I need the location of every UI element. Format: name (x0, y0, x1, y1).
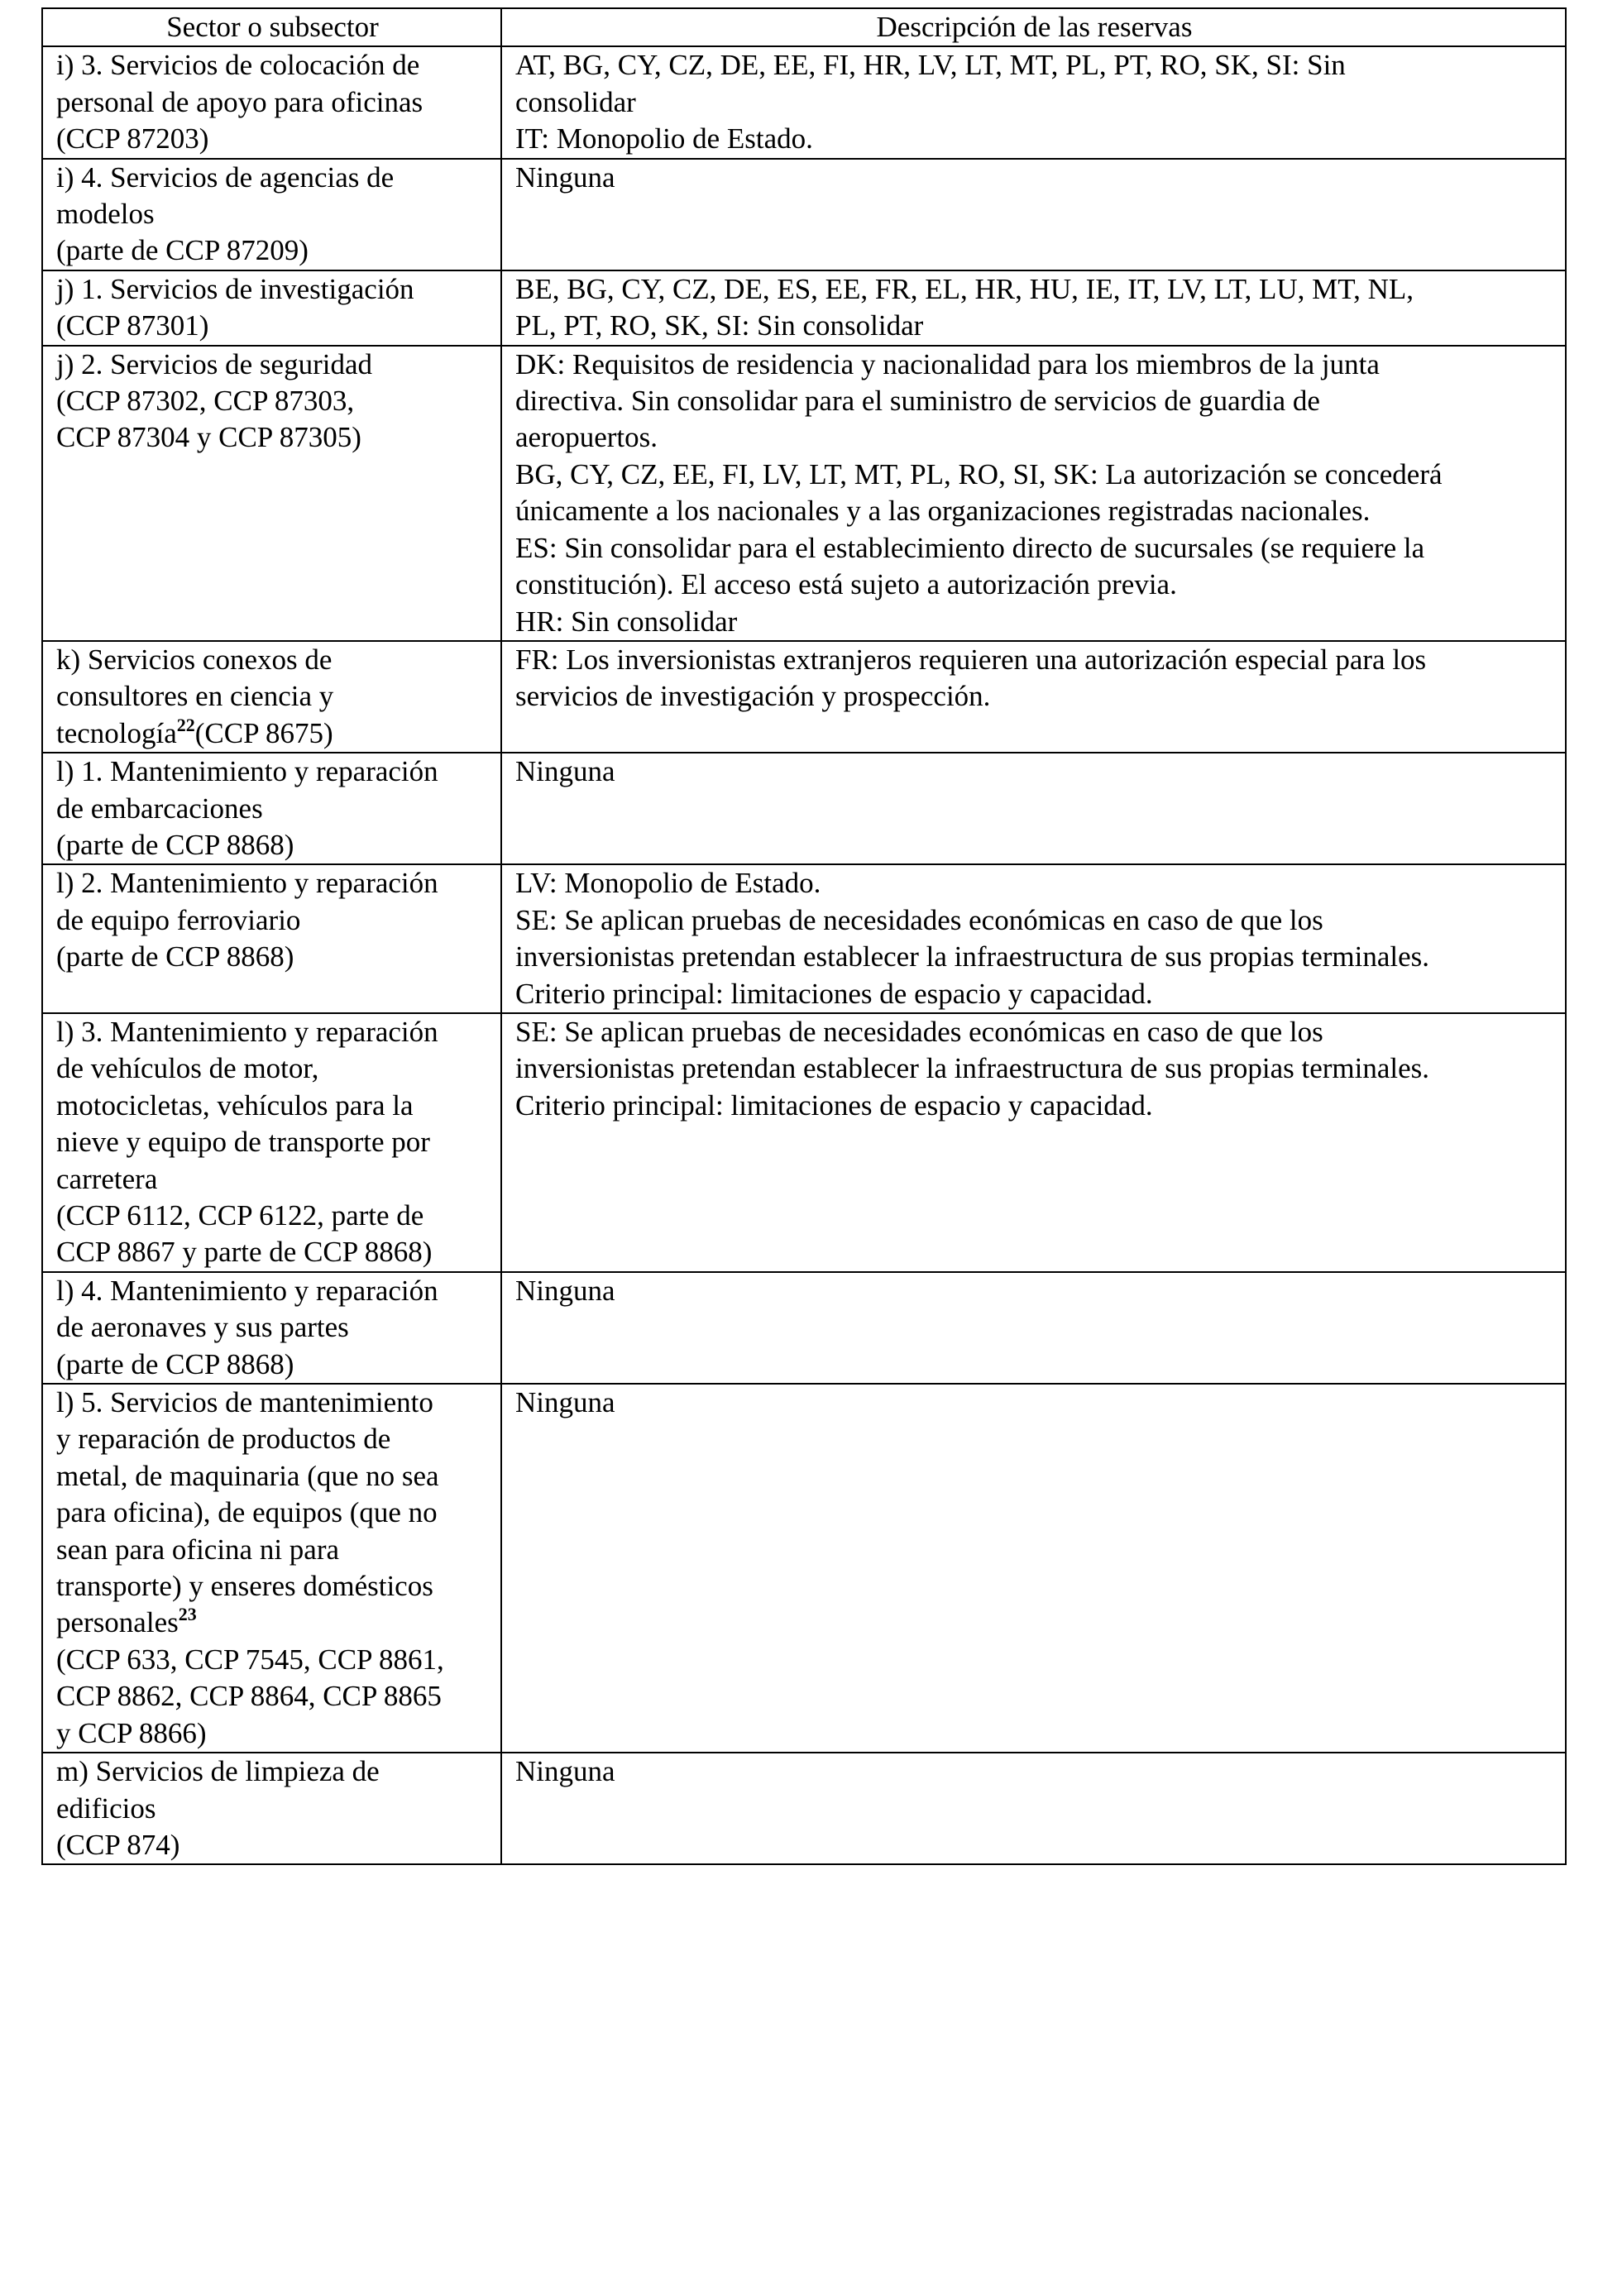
sector-text-line: (parte de CCP 8868) (56, 828, 294, 861)
table-row (42, 1384, 1566, 1753)
sector-text-line: sean para oficina ni para (56, 1533, 340, 1566)
description-cell (501, 1753, 1566, 1864)
footnote-reference[interactable]: 22 (176, 714, 195, 735)
table-row (42, 1753, 1566, 1864)
table-body (42, 46, 1566, 1864)
table-row (42, 46, 1566, 158)
sector-note-text: tecnología (56, 716, 177, 749)
sector-text-line: CCP 8862, CCP 8864, CCP 8865 (56, 1680, 442, 1713)
sector-cell (42, 159, 501, 270)
sector-text-line: (CCP 87203) (56, 122, 209, 155)
table-row (42, 641, 1566, 753)
sector-text-line: y reparación de productos de (56, 1423, 391, 1456)
sector-text-line: personal de apoyo para oficinas (56, 85, 423, 118)
sector-text-line: de aeronaves y sus partes (56, 1311, 349, 1344)
table-row (42, 159, 1566, 270)
sector-text-line: (CCP 87302, CCP 87303, (56, 385, 355, 418)
description-text-line: aeropuertos. (515, 421, 658, 454)
description-cell (501, 1272, 1566, 1384)
sector-text-line: (CCP 874) (56, 1828, 180, 1861)
description-text-line: Ninguna (515, 1755, 615, 1788)
sector-text-line: k) Servicios conexos de (56, 643, 333, 676)
description-text-line: Ninguna (515, 1274, 615, 1307)
description-cell (501, 753, 1566, 864)
column-header-description: Descripción de las reservas (501, 8, 1566, 46)
sector-cell (42, 46, 501, 158)
description-text-line: inversionistas pretendan establecer la infraestructura de sus propias terminales. (515, 1052, 1430, 1085)
sector-text-line: m) Servicios de limpieza de (56, 1755, 380, 1788)
table-row (42, 346, 1566, 641)
description-cell (501, 46, 1566, 158)
description-cell (501, 1384, 1566, 1753)
sector-cell (42, 1384, 501, 1753)
table-row (42, 1013, 1566, 1272)
sector-text-line: l) 5. Servicios de mantenimiento (56, 1386, 433, 1419)
sector-text-line: edificios (56, 1791, 156, 1825)
sector-text-line: CCP 8867 y parte de CCP 8868) (56, 1236, 433, 1269)
description-cell (501, 1013, 1566, 1272)
description-text-line: DK: Requisitos de residencia y nacionalidad para los miembros de la junta (515, 347, 1380, 380)
description-text-line: Criterio principal: limitaciones de espacio y capacidad. (515, 1088, 1153, 1122)
sector-text-line: j) 2. Servicios de seguridad (56, 347, 372, 380)
sector-text-line: i) 3. Servicios de colocación de (56, 49, 420, 82)
sector-text-line: carretera (56, 1162, 158, 1195)
description-text-line: Ninguna (515, 160, 615, 194)
sector-text-line: metal, de maquinaria (que no sea (56, 1459, 439, 1492)
sector-note-text: (CCP 8675) (194, 716, 333, 749)
sector-cell (42, 346, 501, 641)
sector-text-line: (CCP 87301) (56, 309, 209, 342)
description-text-line: BG, CY, CZ, EE, FI, LV, LT, MT, PL, RO, SI, SK: La autorización se concederá (515, 457, 1443, 490)
sector-text-line: i) 4. Servicios de agencias de (56, 160, 395, 194)
description-cell (501, 641, 1566, 753)
description-cell (501, 346, 1566, 641)
description-text-line: únicamente a los nacionales y a las organizaciones registradas nacionales. (515, 495, 1371, 528)
description-text-line: consolidar (515, 85, 636, 118)
description-text-line: FR: Los inversionistas extranjeros requieren una autorización especial para los (515, 643, 1427, 676)
sector-text-line: de vehículos de motor, (56, 1052, 319, 1085)
sector-text-line: j) 1. Servicios de investigación (56, 272, 414, 305)
sector-text-line: l) 1. Mantenimiento y reparación (56, 755, 438, 788)
description-text-line: Criterio principal: limitaciones de espacio y capacidad. (515, 977, 1153, 1010)
sector-text-line: (parte de CCP 87209) (56, 234, 309, 267)
sector-text-line: de equipo ferroviario (56, 903, 301, 936)
sector-cell (42, 753, 501, 864)
sector-cell (42, 641, 501, 753)
column-header-sector: Sector o subsector (42, 8, 501, 46)
sector-text-line (56, 715, 489, 752)
description-text-line: PL, PT, RO, SK, SI: Sin consolidar (515, 309, 924, 342)
description-text-line: LV: Monopolio de Estado. (515, 867, 821, 900)
sector-note-text: personales (56, 1606, 179, 1639)
description-cell (501, 270, 1566, 346)
sector-cell (42, 864, 501, 1013)
description-text-line: directiva. Sin consolidar para el suministro de servicios de guardia de (515, 385, 1320, 418)
sector-text-line: (CCP 633, CCP 7545, CCP 8861, (56, 1643, 444, 1676)
sector-text-line: (CCP 6112, CCP 6122, parte de (56, 1199, 424, 1232)
description-text-line: ES: Sin consolidar para el establecimiento directo de sucursales (se requiere la (515, 531, 1425, 564)
table-row (42, 1272, 1566, 1384)
sector-text-line: (parte de CCP 8868) (56, 940, 294, 973)
sector-text-line: modelos (56, 198, 155, 231)
description-text-line: inversionistas pretendan establecer la infraestructura de sus propias terminales. (515, 940, 1430, 973)
table-header-row (42, 8, 1566, 46)
sector-text-line: consultores en ciencia y (56, 680, 334, 713)
sector-text-line: motocicletas, vehículos para la (56, 1088, 414, 1122)
description-cell (501, 159, 1566, 270)
description-text-line: BE, BG, CY, CZ, DE, ES, EE, FR, EL, HR, HU, IE, IT, LV, LT, LU, MT, NL, (515, 272, 1414, 305)
description-text-line: HR: Sin consolidar (515, 605, 738, 638)
description-text-line: servicios de investigación y prospección. (515, 680, 991, 713)
description-text-line: SE: Se aplican pruebas de necesidades económicas en caso de que los (515, 1015, 1323, 1048)
sector-text-line: CCP 87304 y CCP 87305) (56, 421, 361, 454)
sector-text-line (56, 1605, 489, 1641)
description-text-line: AT, BG, CY, CZ, DE, EE, FI, HR, LV, LT, MT, PL, PT, RO, SK, SI: Sin (515, 49, 1346, 82)
table-row (42, 753, 1566, 864)
description-cell (501, 864, 1566, 1013)
description-text-line: IT: Monopolio de Estado. (515, 122, 813, 155)
sector-text-line: nieve y equipo de transporte por (56, 1126, 430, 1159)
footnote-reference[interactable]: 23 (178, 1604, 197, 1625)
sector-text-line: para oficina), de equipos (que no (56, 1496, 438, 1529)
reservations-table (41, 7, 1567, 1865)
description-text-line: constitución). El acceso está sujeto a autorización previa. (515, 568, 1177, 601)
table-row (42, 864, 1566, 1013)
sector-text-line: de embarcaciones (56, 792, 263, 825)
sector-text-line: l) 4. Mantenimiento y reparación (56, 1274, 438, 1307)
sector-text-line: l) 2. Mantenimiento y reparación (56, 867, 438, 900)
document-page (41, 7, 1565, 1865)
sector-text-line: transporte) y enseres domésticos (56, 1570, 433, 1603)
description-text-line: Ninguna (515, 755, 615, 788)
description-text-line: SE: Se aplican pruebas de necesidades económicas en caso de que los (515, 903, 1323, 936)
sector-cell (42, 1272, 501, 1384)
sector-text-line: (parte de CCP 8868) (56, 1347, 294, 1380)
table-row (42, 270, 1566, 346)
sector-cell (42, 270, 501, 346)
sector-cell (42, 1013, 501, 1272)
sector-text-line: l) 3. Mantenimiento y reparación (56, 1015, 438, 1048)
sector-cell (42, 1753, 501, 1864)
description-text-line: Ninguna (515, 1386, 615, 1419)
sector-text-line: y CCP 8866) (56, 1716, 207, 1749)
